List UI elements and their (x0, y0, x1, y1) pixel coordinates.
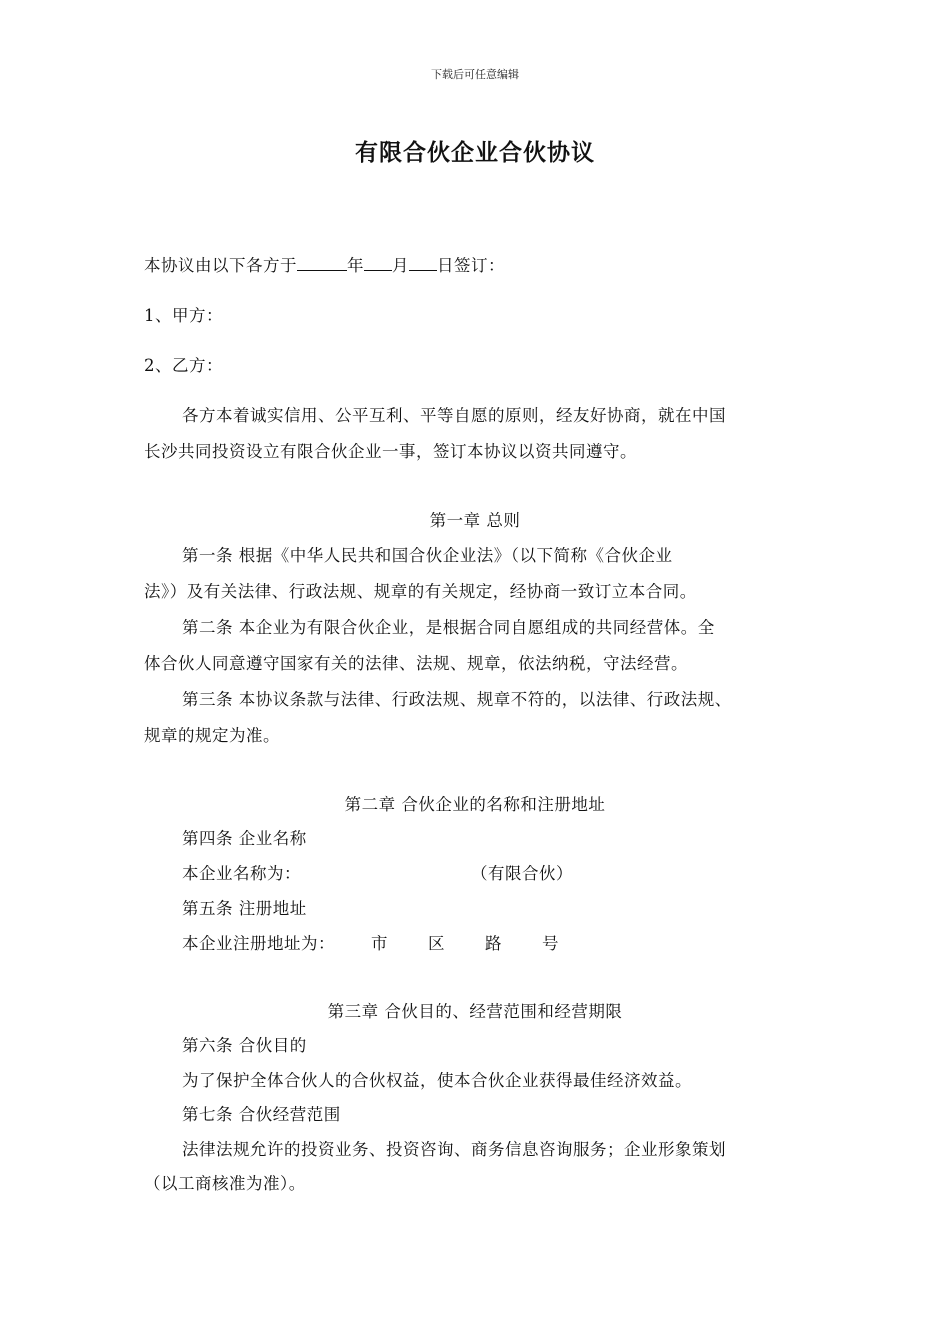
article3-line-2: 规章的规定为准。 (144, 726, 280, 745)
article7-heading: 第七条 合伙经营范围 (182, 1105, 341, 1124)
chapter1-heading: 第一章 总则 (429, 511, 521, 530)
header-note: 下载后可任意编辑 (431, 68, 519, 81)
preamble-line-2: 长沙共同投资设立有限合伙企业一事，签订本协议以资共同遵守。 (144, 442, 637, 461)
article5-heading: 第五条 注册地址 (182, 899, 307, 918)
address-number: 号 (542, 934, 559, 953)
address-district: 区 (428, 934, 445, 953)
address-line (182, 930, 559, 954)
company-name-line (182, 860, 573, 884)
article4-heading: 第四条 企业名称 (182, 829, 307, 848)
intro-day-suffix: 日签订： (437, 256, 505, 275)
chapter3-heading: 第三章 合伙目的、经营范围和经营期限 (327, 1002, 623, 1021)
day-blank (409, 254, 437, 271)
year-blank (297, 254, 347, 271)
article7-line-2: （以工商核准为准）。 (144, 1174, 306, 1193)
address-label: 本企业注册地址为： (182, 934, 335, 953)
intro-month: 月 (392, 256, 409, 275)
party-a: 1、甲方： (144, 306, 223, 325)
article6-heading: 第六条 合伙目的 (182, 1036, 307, 1055)
article1-line-1: 第一条 根据《中华人民共和国合伙企业法》（以下简称《合伙企业 (182, 546, 673, 565)
article6-text: 为了保护全体合伙人的合伙权益，使本合伙企业获得最佳经济效益。 (182, 1071, 692, 1090)
preamble-line-1: 各方本着诚实信用、公平互利、平等自愿的原则，经友好协商，就在中国 (182, 406, 726, 425)
intro-prefix: 本协议由以下各方于 (144, 256, 297, 275)
article2-line-1: 第二条 本企业为有限合伙企业，是根据合同自愿组成的共同经营体。全 (182, 618, 715, 637)
article7-line-1: 法律法规允许的投资业务、投资咨询、商务信息咨询服务；企业形象策划 (182, 1140, 726, 1159)
address-road: 路 (485, 934, 502, 953)
intro-line (144, 252, 505, 276)
intro-year: 年 (347, 256, 364, 275)
document-title: 有限合伙企业合伙协议 (355, 139, 595, 166)
article1-line-2: 法》）及有关法律、行政法规、规章的有关规定，经协商一致订立本合同。 (144, 582, 697, 601)
address-city: 市 (371, 934, 388, 953)
chapter2-heading: 第二章 合伙企业的名称和注册地址 (344, 795, 606, 814)
month-blank (364, 254, 392, 271)
company-name-label: 本企业名称为： (182, 864, 301, 883)
article2-line-2: 体合伙人同意遵守国家有关的法律、法规、规章，依法纳税，守法经营。 (144, 654, 688, 673)
company-name-suffix: （有限合伙） (471, 864, 573, 883)
party-b: 2、乙方： (144, 356, 223, 375)
article3-line-1: 第三条 本协议条款与法律、行政法规、规章不符的，以法律、行政法规、 (182, 690, 732, 709)
